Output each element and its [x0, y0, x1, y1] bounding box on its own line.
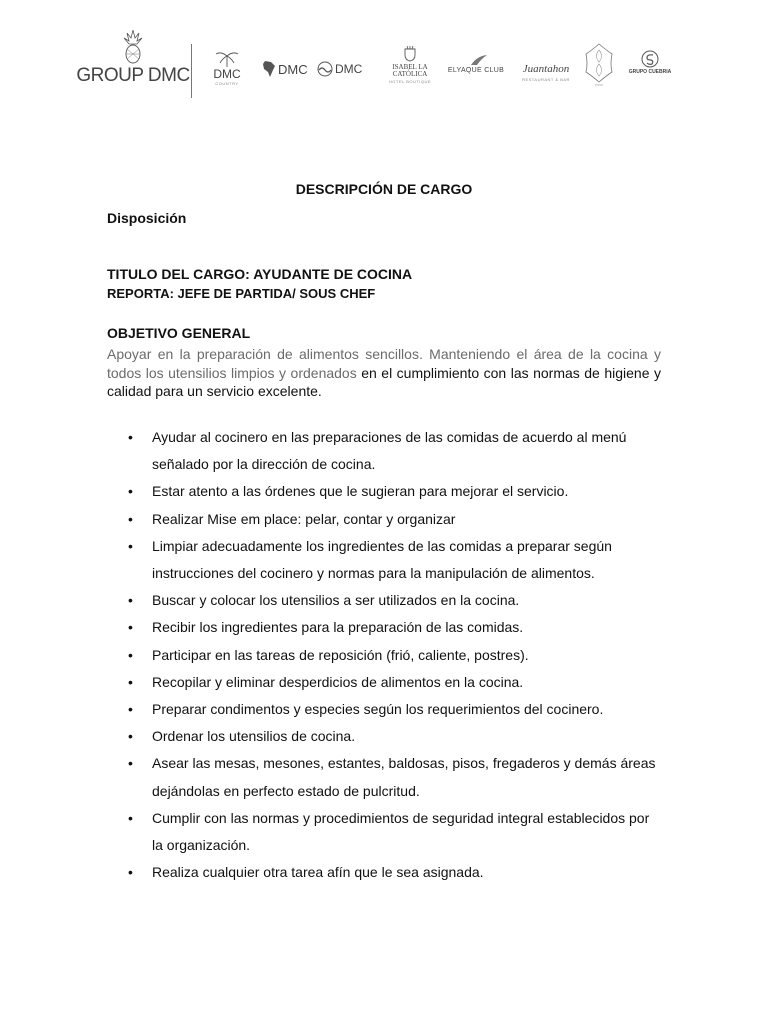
- logo-grupo-cuebria: [626, 50, 674, 75]
- wave-circle-icon: [316, 60, 334, 78]
- list-item: [107, 750, 661, 804]
- logo-dmc-map: [261, 60, 311, 78]
- list-item: [107, 506, 661, 533]
- logo-label: ISABEL LA CATÓLICA: [392, 63, 428, 78]
- list-item: [107, 696, 661, 723]
- list-item: [107, 723, 661, 750]
- bullet: •: [128, 701, 133, 718]
- bullet: •: [128, 728, 133, 745]
- duty-text: Preparar condimentos y especies según los requerimientos del cocinero.: [152, 701, 604, 718]
- list-item: [107, 478, 661, 505]
- duty-text: Asear las mesas, mesones, estantes, baldosas, pisos, fregaderos y demás áreas dejándolas en perfecto estado de pulcritud.: [152, 755, 656, 799]
- logo-elyaque-club: [444, 54, 508, 74]
- duty-text: Participar en las tareas de reposición (frió, caliente, postres).: [152, 646, 529, 663]
- duty-text: Recibir los ingredientes para la preparación de las comidas.: [152, 619, 524, 636]
- list-item: [107, 805, 661, 859]
- bullet: •: [128, 755, 133, 772]
- logo-label: DMC: [335, 62, 363, 76]
- header-logos: [78, 26, 678, 104]
- bullet: •: [128, 510, 133, 527]
- ornament-icon: [584, 42, 614, 88]
- duty-text: Estar atento a las órdenes que le sugieran para mejorar el servicio.: [152, 483, 569, 500]
- bullet: •: [128, 809, 133, 826]
- crest-icon: [404, 46, 416, 62]
- reports-to: REPORTA: JEFE DE PARTIDA/ SOUS CHEF: [107, 286, 376, 301]
- bullet: •: [128, 619, 133, 636]
- bullet: •: [128, 864, 133, 881]
- logo-sublabel: RESTAURANT & BAR: [522, 77, 570, 82]
- logo-label: Juantahon: [522, 63, 570, 75]
- list-item: [107, 533, 661, 587]
- objective-paragraph: [107, 345, 661, 401]
- logo-label: ELYAQUE CLUB: [447, 67, 505, 74]
- pineapple-icon: [122, 30, 144, 64]
- logo-sublabel: COUNTRY: [215, 81, 239, 86]
- duty-text: Ayudar al cocinero en las preparaciones de las comidas de acuerdo al menú señalado por la dirección de cocina.: [152, 429, 627, 473]
- logo-juantahon: [514, 64, 578, 82]
- palm-icon: [215, 50, 239, 68]
- duty-text: Recopilar y eliminar desperdicios de alimentos en la cocina.: [152, 673, 524, 690]
- header-divider: [191, 44, 192, 98]
- duties-list: [107, 424, 661, 886]
- list-item: [107, 424, 661, 478]
- section-label: Disposición: [107, 210, 187, 226]
- bullet: •: [128, 646, 133, 663]
- map-icon: [261, 60, 277, 78]
- duty-text: Ordenar los utensilios de cocina.: [152, 728, 356, 745]
- bullet: •: [128, 429, 133, 445]
- job-title: TITULO DEL CARGO: AYUDANTE DE COCINA: [107, 266, 413, 282]
- objective-heading: OBJETIVO GENERAL: [107, 325, 251, 341]
- logo-sublabel: HOTEL BOUTIQUE: [388, 79, 432, 84]
- bullet: •: [128, 673, 133, 690]
- logo-isabel-la-catolica: [378, 46, 442, 84]
- logo-label: GROUP DMC: [76, 65, 190, 86]
- list-item: [107, 859, 661, 886]
- logo-group-dmc: [78, 30, 188, 85]
- duty-text: Realizar Mise em place: pelar, contar y organizar: [152, 510, 456, 527]
- logo-dmc-wave: [316, 60, 372, 78]
- logo-dmc-country: [198, 50, 256, 86]
- document-title: DESCRIPCIÓN DE CARGO: [295, 181, 473, 197]
- objective-text-part1: Apoyar en la preparación de alimentos sencillos. Manteniendo el área de la cocina y todos los utensilios limpios y ordenados: [107, 346, 661, 381]
- duty-text: Cumplir con las normas y procedimientos de seguridad integral establecidos por la organización.: [152, 809, 650, 854]
- duty-text: Buscar y colocar los utensilios a ser utilizados en la cocina.: [152, 592, 520, 609]
- duty-text: Limpiar adecuadamente los ingredientes de las comidas a preparar según instrucciones del cocinero y normas para la manipulación de alimentos.: [152, 537, 612, 582]
- duty-text: Realiza cualquier otra tarea afín que le sea asignada.: [152, 864, 484, 881]
- logo-label: DMC: [213, 67, 241, 81]
- objective-text-part2: en el cumplimiento con las normas de higiene y calidad para un servicio excelente.: [107, 364, 661, 399]
- logo-ornamental-emblem: [584, 42, 614, 88]
- bullet: •: [128, 592, 133, 609]
- logo-label: DMC: [278, 61, 308, 77]
- bullet: •: [128, 483, 133, 500]
- list-item: [107, 669, 661, 696]
- spiral-circle-icon: [641, 50, 659, 68]
- bullet: •: [128, 537, 133, 554]
- list-item: [107, 614, 661, 641]
- list-item: [107, 587, 661, 614]
- logo-label: GRUPO CUEBRIA: [628, 69, 672, 75]
- list-item: [107, 642, 661, 669]
- sail-icon: [463, 54, 489, 66]
